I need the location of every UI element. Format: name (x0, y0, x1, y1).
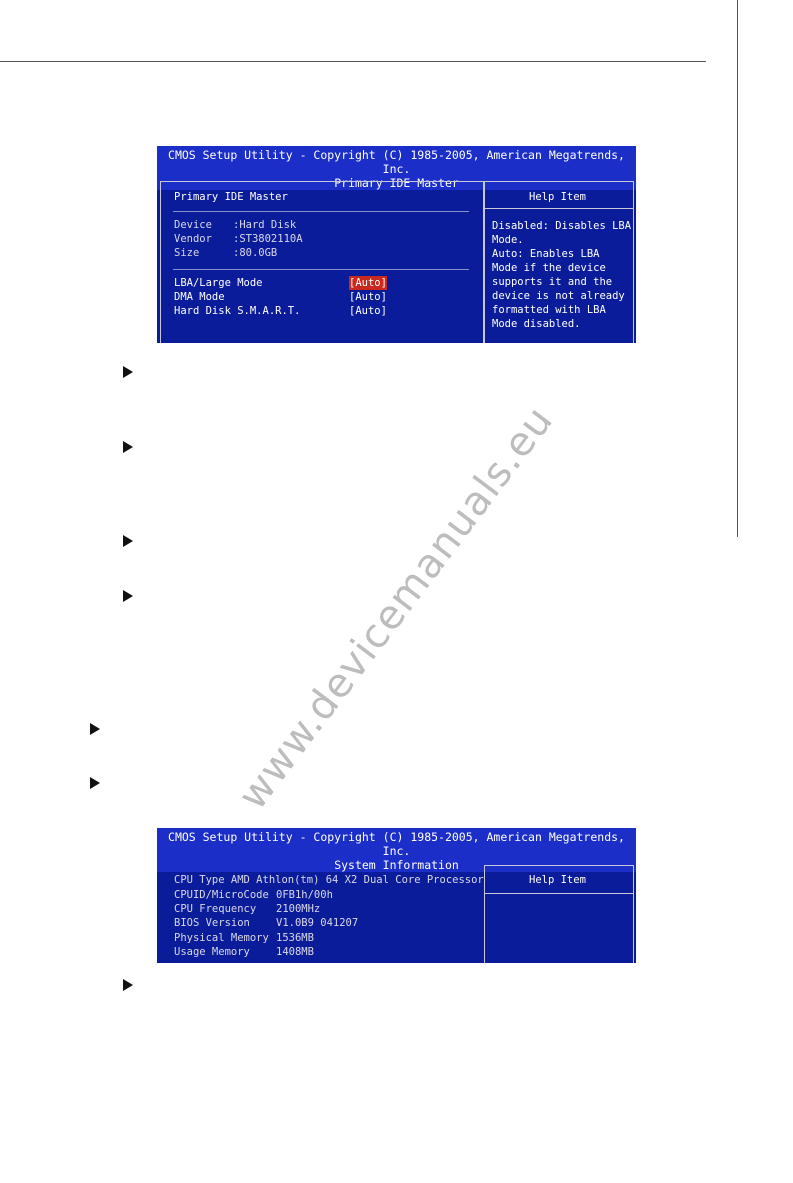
bullet-arrow-icon (123, 535, 133, 547)
info-value-size: :80.0GB (233, 247, 278, 259)
main-panel (160, 181, 484, 343)
setting-label-lba[interactable]: LBA/Large Mode (174, 277, 263, 289)
info-label-usage-memory: Usage Memory (174, 946, 250, 958)
help-title: Help Item (529, 874, 586, 886)
help-line: Mode disabled. (492, 318, 581, 330)
info-value-usage-memory: 1408MB (276, 946, 314, 958)
bullet-arrow-icon (123, 366, 133, 378)
bios-screen-system-information (157, 828, 636, 963)
help-line: Mode. (492, 234, 524, 246)
settings-divider (173, 269, 469, 270)
header-rule (0, 61, 706, 62)
watermark: www.devicemanuals.eu (229, 397, 563, 819)
bios-copyright: CMOS Setup Utility - Copyright (C) 1985-2005, American Megatrends, Inc. (168, 830, 625, 858)
info-label-physical-memory: Physical Memory (174, 932, 269, 944)
bullet-arrow-icon (90, 723, 100, 735)
bios-screen-title: Primary IDE Master (334, 176, 459, 190)
bullet-arrow-icon (123, 590, 133, 602)
help-line: Auto: Enables LBA (492, 248, 600, 260)
bullet-arrow-icon (90, 777, 100, 789)
info-value-cpuid: 0FB1h/00h (276, 889, 333, 901)
setting-label-dma[interactable]: DMA Mode (174, 291, 225, 303)
help-line: device is not already (492, 290, 625, 302)
info-value-cpu-frequency: 2100MHz (276, 903, 321, 915)
info-label-cpu-frequency: CPU Frequency (174, 903, 257, 915)
info-value-device: :Hard Disk (233, 219, 297, 231)
side-margin-rule (737, 0, 738, 537)
info-label-vendor: Vendor (174, 233, 212, 245)
cpu-type: CPU Type AMD Athlon(tm) 64 X2 Dual Core Processor (174, 874, 484, 886)
bios-screen-primary-ide-master (157, 146, 636, 343)
help-line: Mode if the device (492, 262, 606, 274)
info-label-cpuid: CPUID/MicroCode (174, 889, 269, 901)
section-divider (173, 211, 469, 212)
help-title: Help Item (529, 191, 586, 203)
help-line: Disabled: Disables LBA (492, 220, 632, 232)
info-value-vendor: :ST3802110A (233, 233, 303, 245)
info-value-bios-version: V1.0B9 041207 (276, 917, 359, 929)
info-label-size: Size (174, 247, 200, 259)
setting-value-smart[interactable]: [Auto] (349, 305, 387, 317)
help-divider (484, 208, 634, 209)
bios-copyright: CMOS Setup Utility - Copyright (C) 1985-2005, American Megatrends, Inc. (168, 148, 625, 176)
setting-value-lba[interactable]: [Auto] (349, 277, 387, 289)
bullet-arrow-icon (123, 979, 133, 991)
info-label-bios-version: BIOS Version (174, 917, 250, 929)
help-line: supports it and the (492, 276, 613, 288)
setting-value-dma[interactable]: [Auto] (349, 291, 387, 303)
bullet-arrow-icon (123, 441, 133, 453)
info-value-physical-memory: 1536MB (276, 932, 314, 944)
bios-screen-title: System Information (334, 858, 459, 872)
info-label-device: Device (174, 219, 212, 231)
setting-label-smart[interactable]: Hard Disk S.M.A.R.T. (174, 305, 301, 317)
help-divider (484, 893, 634, 894)
section-title: Primary IDE Master (174, 191, 288, 203)
help-line: formatted with LBA (492, 304, 606, 316)
